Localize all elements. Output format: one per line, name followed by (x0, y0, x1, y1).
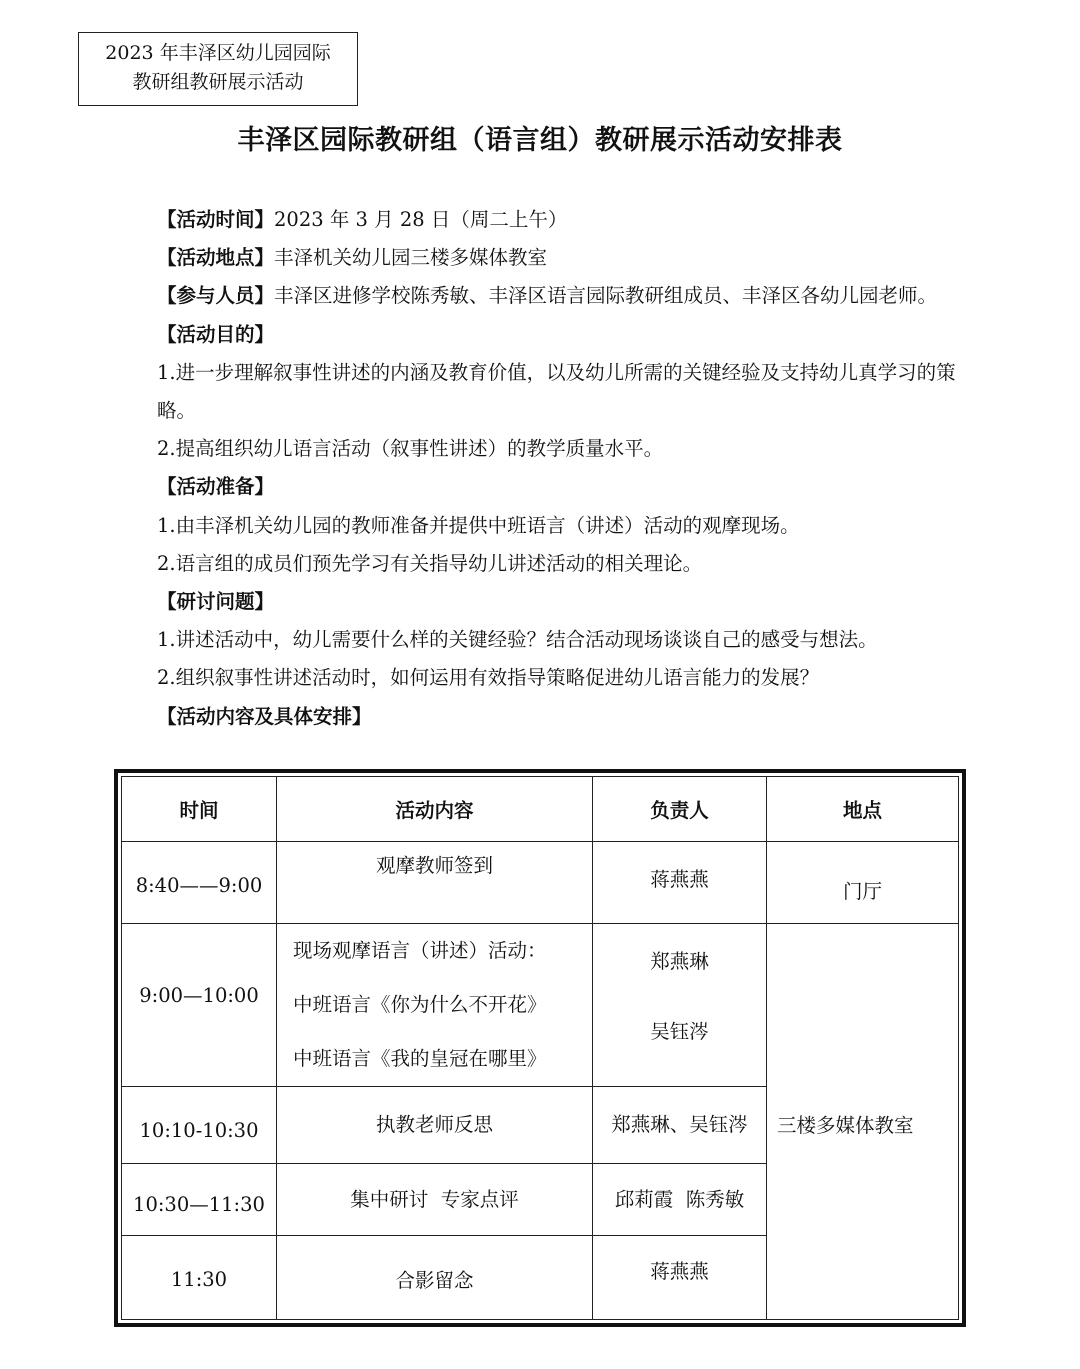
preparation-item-2: 2.语言组的成员们预先学习有关指导幼儿讲述活动的相关理论。 (157, 551, 703, 575)
questions-item-2: 2.组织叙事性讲述活动时，如何运用有效指导策略促进幼儿语言能力的发展？ (157, 666, 820, 690)
activity-tag-line1: 2023 年丰泽区幼儿园园际 (105, 42, 331, 64)
schedule-table (121, 776, 959, 1320)
row2-content-line2: 中班语言《你为什么不开花》 (293, 993, 547, 1016)
info-time (114, 201, 974, 239)
row2-content-line3: 中班语言《我的皇冠在哪里》 (293, 1047, 547, 1070)
header-venue: 地点 (767, 777, 959, 842)
activity-tag-box (78, 32, 358, 106)
purpose-heading (114, 316, 974, 354)
row1-person: 蒋燕燕 (593, 842, 767, 924)
row2-time: 9:00—10:00 (122, 924, 277, 1087)
row2-person (593, 924, 767, 1087)
people-value: 丰泽区进修学校陈秀敏、丰泽区语言园际教研组成员、丰泽区各幼儿园老师。 (274, 284, 938, 308)
preparation-heading (114, 468, 974, 506)
table-row (122, 924, 959, 1087)
shared-venue: 三楼多媒体教室 (767, 924, 959, 1320)
row2-person-2: 吴钰涔 (650, 1020, 709, 1043)
questions-label: 【研讨问题】 (157, 590, 275, 614)
info-people (114, 277, 974, 315)
row1-content: 观摩教师签到 (277, 842, 593, 924)
time-value: 2023 年 3 月 28 日（周二上午） (274, 208, 568, 231)
row5-person: 蒋燕燕 (593, 1236, 767, 1320)
purpose-label: 【活动目的】 (157, 322, 275, 346)
row2-person-1: 郑燕琳 (650, 950, 709, 973)
row3-time: 10:10-10:30 (122, 1087, 277, 1164)
row2-content (277, 924, 593, 1087)
page-title: 丰泽区园际教研组（语言组）教研展示活动安排表 (237, 125, 843, 156)
activity-tag-line2: 教研组教研展示活动 (132, 71, 304, 93)
row4-content: 集中研讨 专家点评 (277, 1164, 593, 1236)
row4-person: 邱莉霞 陈秀敏 (593, 1164, 767, 1236)
table-header-row (122, 777, 959, 842)
questions-heading (114, 583, 974, 621)
row3-person: 郑燕琳、吴钰涔 (593, 1087, 767, 1164)
table-row (122, 842, 959, 924)
questions-item-1: 1.讲述活动中，幼儿需要什么样的关键经验？结合活动现场谈谈自己的感受与想法。 (157, 628, 878, 652)
header-person: 负责人 (593, 777, 767, 842)
schedule-heading (114, 698, 974, 736)
time-label: 【活动时间】 (157, 208, 275, 231)
preparation-item-1: 1.由丰泽机关幼儿园的教师准备并提供中班语言（讲述）活动的观摩现场。 (157, 513, 800, 537)
row5-content: 合影留念 (277, 1236, 593, 1320)
info-section (114, 201, 974, 736)
purpose-item-1: 1.进一步理解叙事性讲述的内涵及教育价值，以及幼儿所需的关键经验及支持幼儿真学习的策略。 (157, 360, 956, 423)
place-label: 【活动地点】 (157, 246, 275, 270)
row4-time: 10:30—11:30 (122, 1164, 277, 1236)
header-time: 时间 (122, 777, 277, 842)
schedule-label: 【活动内容及具体安排】 (157, 704, 372, 728)
schedule-table-frame (114, 769, 966, 1327)
purpose-item-2: 2.提高组织幼儿语言活动（叙事性讲述）的教学质量水平。 (157, 437, 664, 461)
row5-time: 11:30 (122, 1236, 277, 1320)
place-value: 丰泽机关幼儿园三楼多媒体教室 (274, 246, 548, 270)
info-place (114, 239, 974, 277)
row1-time: 8:40——9:00 (122, 842, 277, 924)
row2-content-line1: 现场观摩语言（讲述）活动： (293, 939, 547, 962)
people-label: 【参与人员】 (157, 284, 275, 308)
row3-content: 执教老师反思 (277, 1087, 593, 1164)
header-content: 活动内容 (277, 777, 593, 842)
row1-venue: 门厅 (767, 842, 959, 924)
preparation-label: 【活动准备】 (157, 475, 275, 499)
